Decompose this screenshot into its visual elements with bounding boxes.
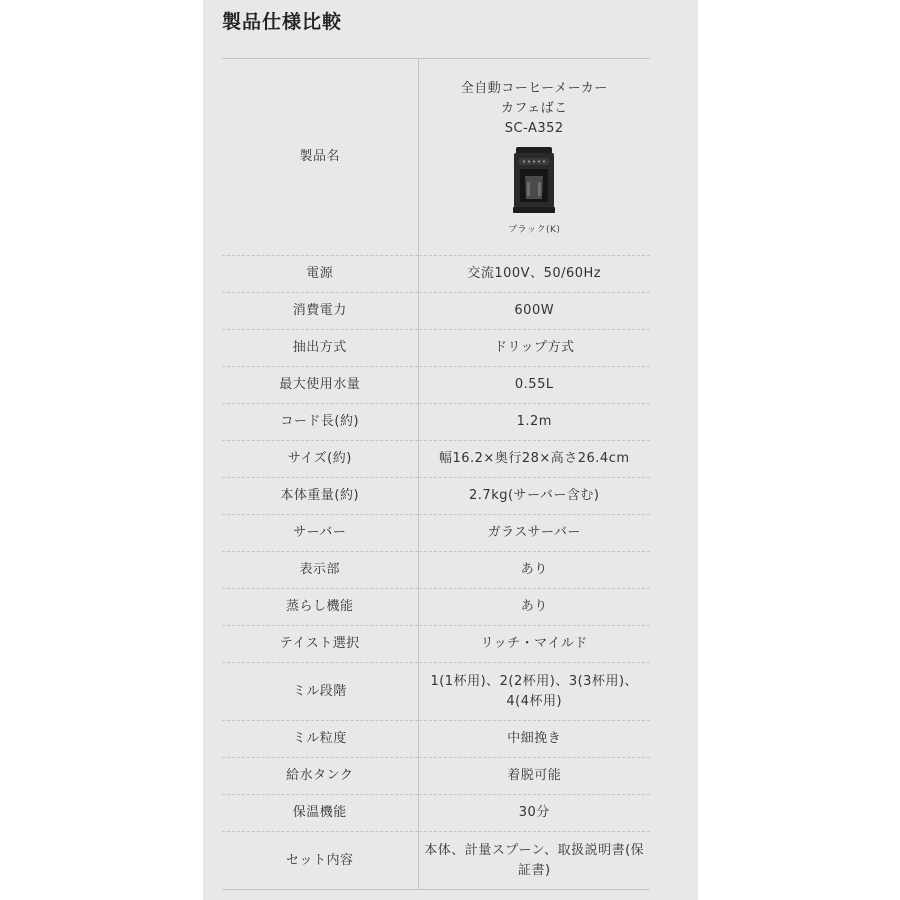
product-name [423, 79, 647, 139]
table-row [222, 758, 650, 795]
spec-value: 交流100V、50/60Hz [467, 266, 602, 281]
spec-label: テイスト選択 [222, 626, 418, 663]
table-row [222, 552, 650, 589]
spec-value: 30分 [518, 805, 550, 820]
spec-label: 本体重量(約) [222, 478, 418, 515]
product-name-line: 全自動コーヒーメーカー [460, 80, 608, 96]
spec-value: あり [520, 562, 548, 577]
spec-value: 0.55L [514, 377, 554, 392]
spec-value: 600W [514, 303, 555, 318]
spec-value: ガラスサーバー [487, 525, 581, 540]
spec-value: 本体、計量スプーン、取扱説明書(保証書) [424, 842, 645, 878]
spec-label: 表示部 [222, 552, 418, 589]
spec-label: サーバー [222, 515, 418, 552]
table-row [222, 256, 650, 293]
table-row [222, 478, 650, 515]
product-model: SC-A352 [504, 120, 564, 136]
table-row [222, 795, 650, 832]
spec-value: 幅16.2×奥行28×高さ26.4cm [438, 451, 630, 466]
table-row [222, 515, 650, 552]
spec-value: あり [520, 599, 548, 614]
color-label: ブラック(K) [508, 224, 561, 235]
spec-value: 着脱可能 [507, 768, 562, 783]
page-title: 製品仕様比較 [222, 11, 343, 33]
spec-value: 1.2m [516, 414, 552, 429]
spec-label: 電源 [222, 256, 418, 293]
table-row [222, 293, 650, 330]
spec-value: 1(1杯用)、2(2杯用)、3(3杯用)、4(4杯用) [430, 673, 639, 709]
spec-label: 給水タンク [222, 758, 418, 795]
table-row [222, 832, 650, 890]
table-row [222, 721, 650, 758]
spec-table [222, 58, 650, 890]
table-row [222, 330, 650, 367]
spec-label: サイズ(約) [222, 441, 418, 478]
spec-value: ドリップ方式 [494, 340, 575, 355]
spec-label: ミル段階 [222, 663, 418, 721]
table-row [222, 626, 650, 663]
spec-label: 蒸らし機能 [222, 589, 418, 626]
product-name-line: カフェばこ [500, 100, 568, 116]
spec-label: 消費電力 [222, 293, 418, 330]
spec-value: 2.7kg(サーバー含む) [469, 488, 600, 503]
table-row [222, 663, 650, 721]
spec-label: 最大使用水量 [222, 367, 418, 404]
spec-label: 抽出方式 [222, 330, 418, 367]
table-row [222, 441, 650, 478]
spec-label: 保温機能 [222, 795, 418, 832]
spec-label: ミル粒度 [222, 721, 418, 758]
spec-value: リッチ・マイルド [480, 636, 588, 651]
coffee-maker-icon [510, 146, 558, 214]
table-row [222, 367, 650, 404]
spec-label: セット内容 [222, 832, 418, 890]
spec-value: 中細挽き [507, 731, 562, 746]
spec-label: コード長(約) [222, 404, 418, 441]
product-label: 製品名 [222, 59, 418, 256]
table-row-product [222, 59, 650, 256]
product-cell [418, 59, 650, 256]
table-row [222, 404, 650, 441]
table-row [222, 589, 650, 626]
